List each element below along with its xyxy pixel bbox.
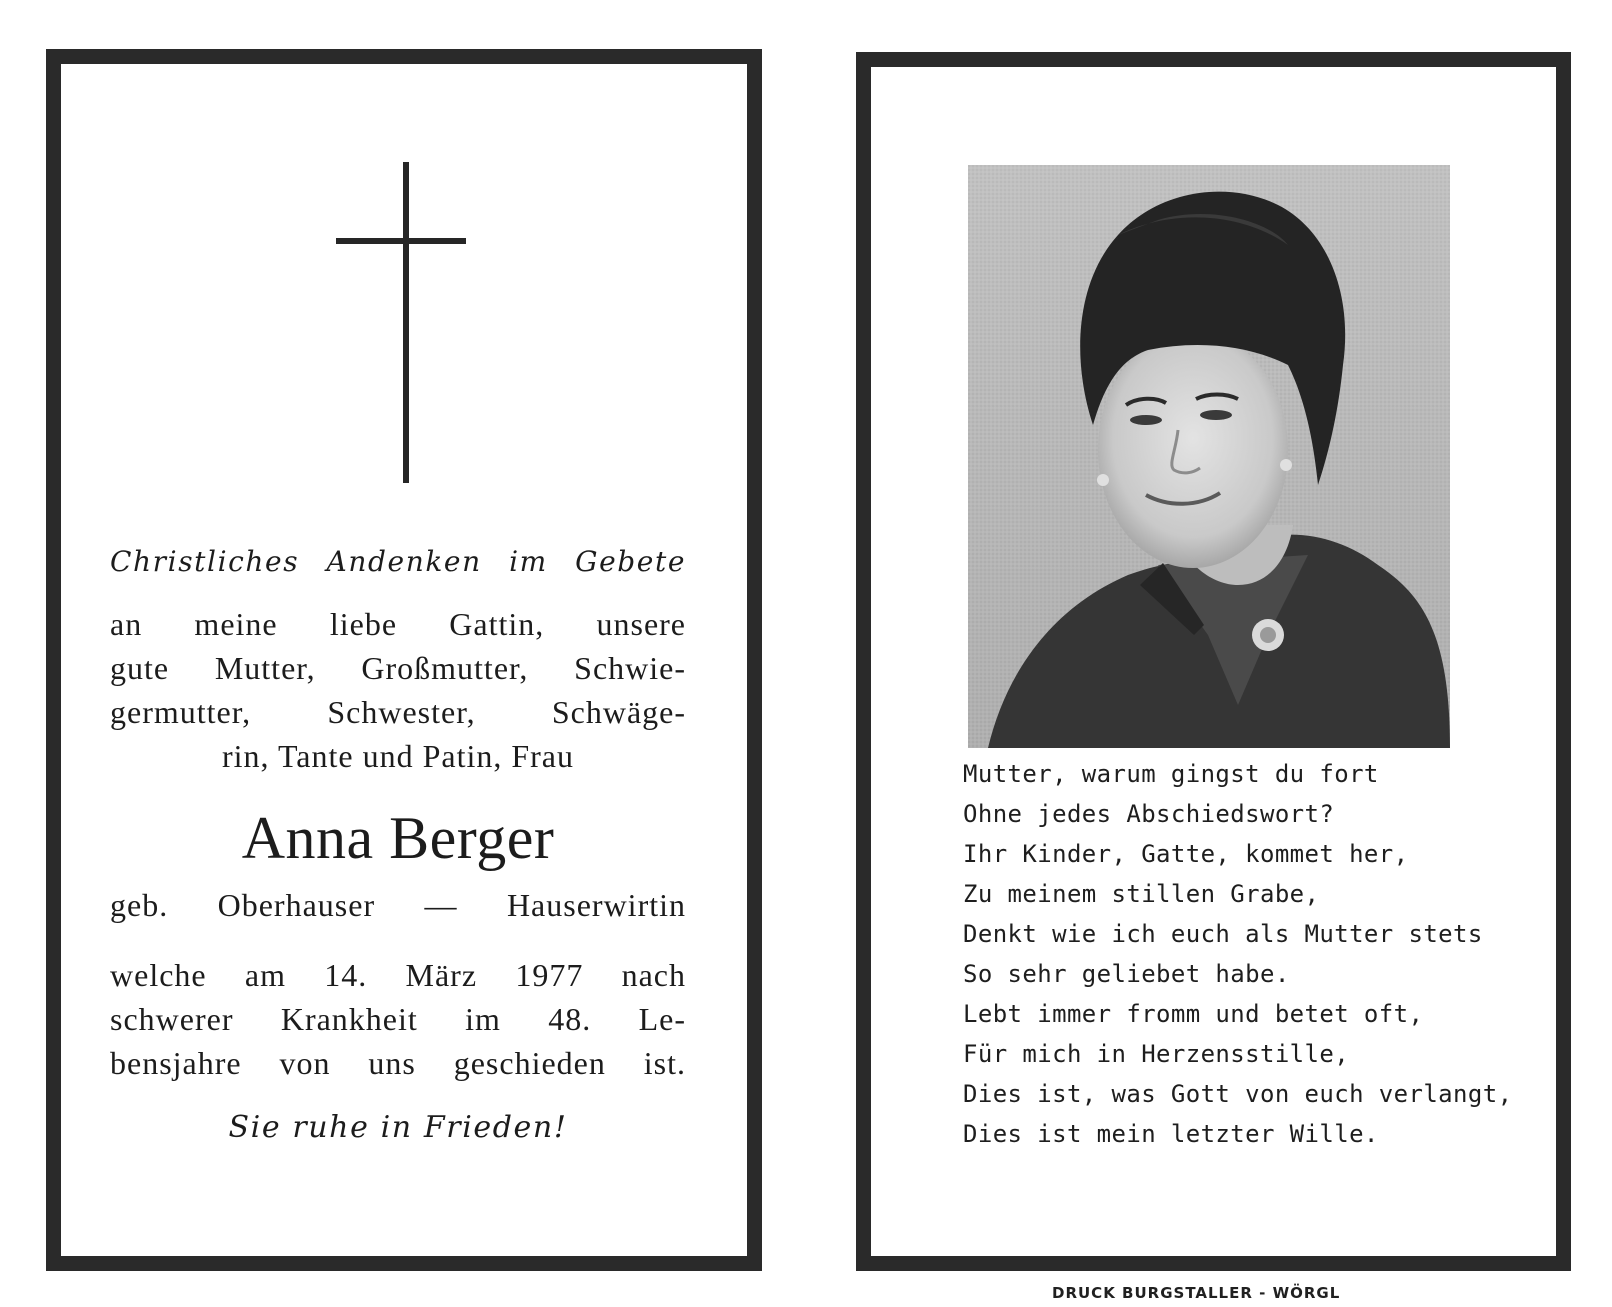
heading: Christliches Andenken im Gebete xyxy=(110,545,686,578)
poem-line: Denkt wie ich euch als Mutter stets xyxy=(963,920,1483,948)
deceased-name: Anna Berger xyxy=(241,805,555,871)
death-line: schwerer Krankheit im 48. Le- xyxy=(110,1001,686,1037)
poem-line: So sehr geliebet habe. xyxy=(963,960,1290,988)
cross-icon xyxy=(403,162,409,483)
intro-line: an meine liebe Gattin, unsere xyxy=(110,606,686,642)
poem-line: Für mich in Herzensstille, xyxy=(963,1040,1350,1068)
poem-line: Ohne jedes Abschiedswort? xyxy=(963,800,1335,828)
portrait-photo xyxy=(968,165,1450,748)
intro-line: rin, Tante und Patin, Frau xyxy=(221,738,574,774)
memorial-card-text-panel xyxy=(46,49,762,1271)
intro-line: germutter, Schwester, Schwäge- xyxy=(110,694,686,730)
printer-imprint: DRUCK BURGSTALLER - WÖRGL xyxy=(1052,1284,1341,1302)
maiden-name-subtitle: geb. Oberhauser — Hauserwirtin xyxy=(110,887,686,923)
poem-line: Ihr Kinder, Gatte, kommet her, xyxy=(963,840,1409,868)
poem-line: Zu meinem stillen Grabe, xyxy=(963,880,1320,908)
poem-line: Mutter, warum gingst du fort xyxy=(963,760,1379,788)
poem-line: Dies ist mein letzter Wille. xyxy=(963,1120,1379,1148)
closing-blessing: Sie ruhe in Frieden! xyxy=(228,1110,568,1145)
death-line: bensjahre von uns geschieden ist. xyxy=(110,1045,686,1081)
intro-line: gute Mutter, Großmutter, Schwie- xyxy=(110,650,686,686)
death-line: welche am 14. März 1977 nach xyxy=(110,957,686,993)
poem-line: Lebt immer fromm und betet oft, xyxy=(963,1000,1424,1028)
cross-icon-bar xyxy=(336,238,466,244)
poem-line: Dies ist, was Gott von euch verlangt, xyxy=(963,1080,1513,1108)
memorial-card-photo-panel xyxy=(856,52,1571,1271)
